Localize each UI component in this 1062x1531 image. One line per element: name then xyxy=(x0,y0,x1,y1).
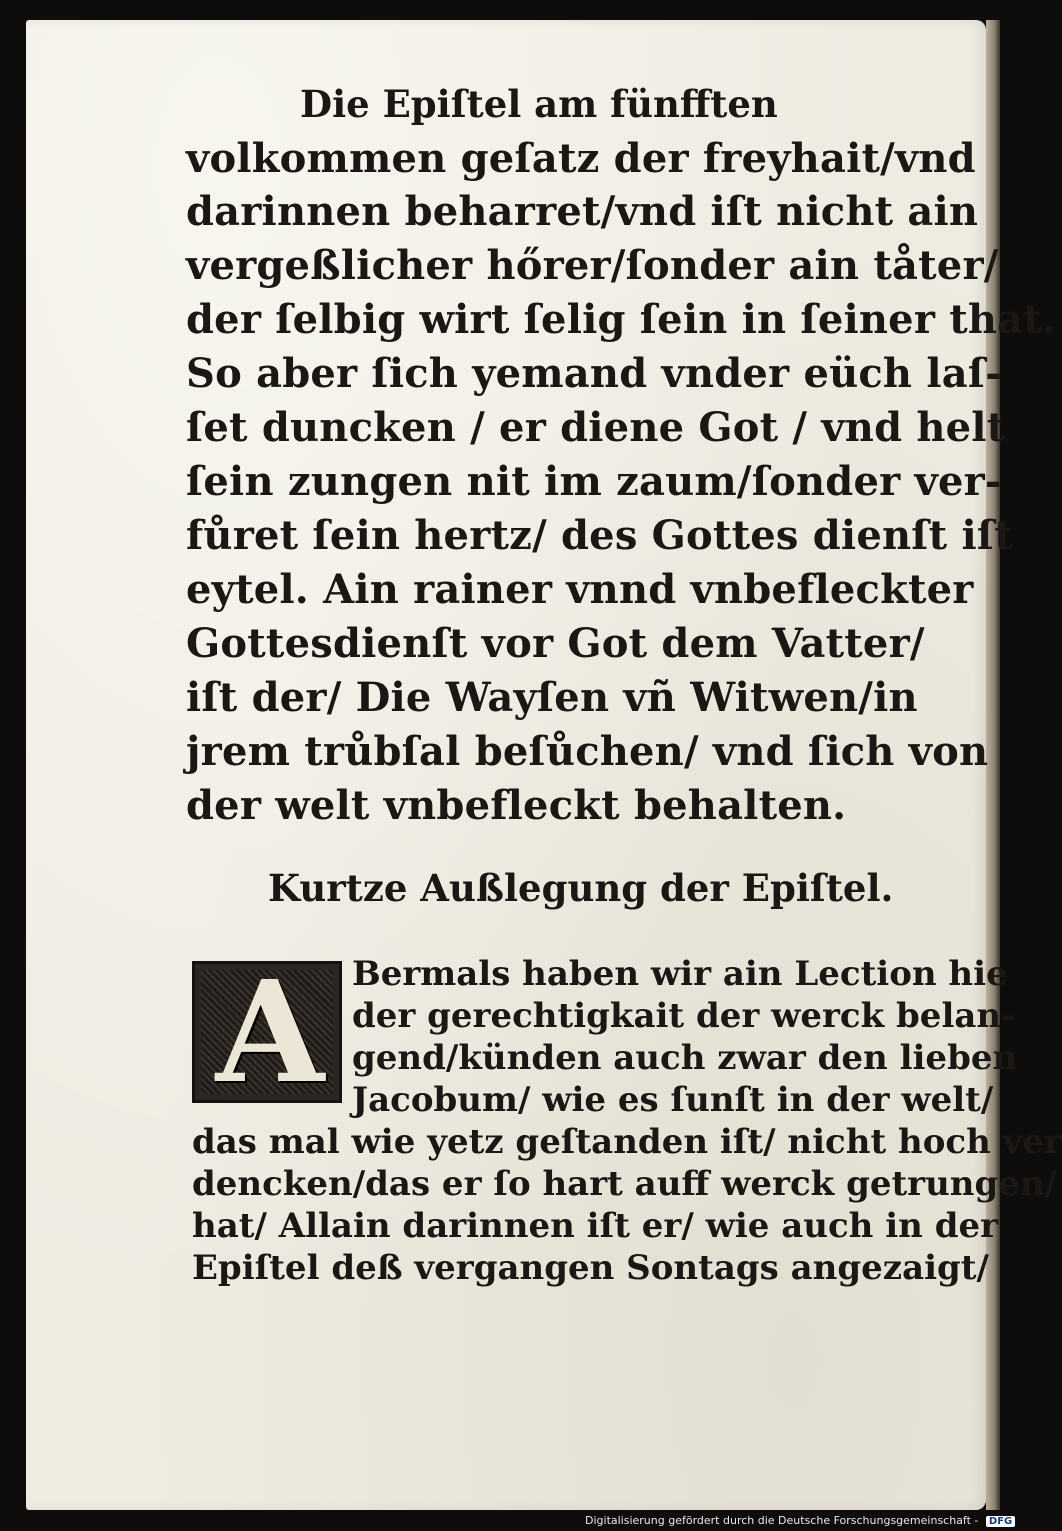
text-line: vergeßlicher hőrer/ſonder ain tåter/ xyxy=(186,242,999,289)
text-line: der gerechtigkait der werck belan- xyxy=(352,996,1016,1036)
text-line: Jacobum/ wie es ſunſt in der welt/ xyxy=(352,1080,994,1120)
dfg-logo: DFG xyxy=(986,1516,1015,1527)
text-line: hat/ Allain darinnen iſt er/ wie auch in der xyxy=(192,1206,999,1246)
text-line: der welt vnbefleckt behalten. xyxy=(186,782,847,829)
text-line: Bermals haben wir ain Lection hie xyxy=(352,954,1008,994)
text-line: iſt der/ Die Wayſen vñ Witwen/in xyxy=(186,674,918,721)
text-line: gend/künden auch zwar den lieben xyxy=(352,1038,1018,1078)
text-line: ſet duncken / er diene Got / vnd helt xyxy=(186,404,1006,451)
credit-text: Digitalisierung gefördert durch die Deutsche Forschungsgemeinschaft - xyxy=(585,1514,979,1527)
decorated-initial xyxy=(192,951,342,1115)
text-line: eytel. Ain rainer vnnd vnbefleckter xyxy=(186,566,974,613)
text-line: das mal wie yetz geſtanden iſt/ nicht hoch ver xyxy=(192,1122,1062,1162)
text-line: jrem trůbſal beſůchen/ vnd ſich von xyxy=(186,728,989,775)
running-header: Die Epiſtel am fünfften xyxy=(300,82,778,126)
text-line: Epiſtel deß vergangen Sontags angezaigt/ xyxy=(192,1248,989,1288)
text-line: Gottesdienſt vor Got dem Vatter/ xyxy=(186,620,925,667)
text-line: darinnen beharret/vnd iſt nicht ain xyxy=(186,188,979,235)
text-line: fůret ſein hertz/ des Gottes dienſt iſt xyxy=(186,512,1013,559)
text-line: So aber ſich yemand vnder eüch laſ- xyxy=(186,350,1003,397)
text-line: volkommen geſatz der freyhait/vnd xyxy=(186,135,976,182)
text-line: der ſelbig wirt ſelig ſein in ſeiner that. xyxy=(186,296,1057,343)
digitization-credit xyxy=(585,1514,1015,1530)
section-heading: Kurtze Außlegung der Epiſtel. xyxy=(268,866,894,910)
initial-letter: A xyxy=(215,951,325,1115)
text-line: dencken/das er ſo hart auff werck getrungen/ xyxy=(192,1164,1058,1204)
text-line: ſein zungen nit im zaum/ſonder ver- xyxy=(186,458,1002,505)
